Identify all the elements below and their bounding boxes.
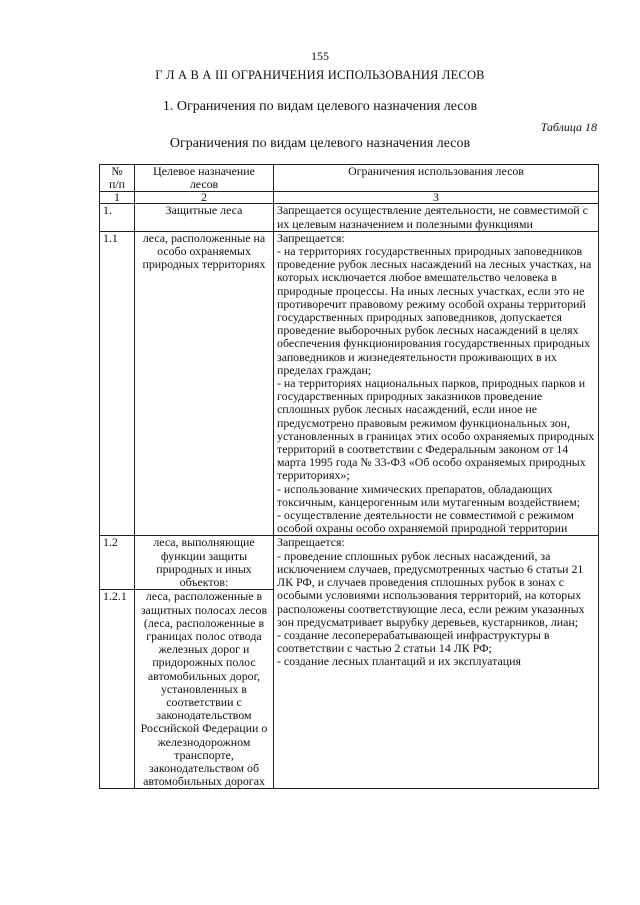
- row-restrictions: [274, 204, 599, 231]
- row-purpose: леса, выполняющие функции защиты природных и иных объектов:: [135, 536, 274, 590]
- column-number: 1: [100, 192, 135, 204]
- restriction-text: - проведение сплошных рубок лесных насаждений, за исключением случаев, предусмотренных частью 6 статьи 21 ЛК РФ, и случаев проведения сплошных рубок в зонах с особыми условиями использования территорий, на которых расположены соответствующие леса, если режим указанных зон предусматривает вырубку деревьев, кустарников, лиан;: [277, 548, 585, 629]
- restriction-text: - создание лесоперерабатывающей инфраструктуры в соответствии с частью 2 статьи 14 ЛК РФ;: [277, 627, 550, 656]
- table-row: [100, 231, 599, 536]
- table-row: [100, 204, 599, 231]
- table-row: [100, 536, 599, 590]
- column-number-row: [100, 192, 599, 204]
- restrictions-table: [99, 164, 599, 789]
- restriction-text: - создание лесных плантаций и их эксплуатация: [277, 654, 521, 669]
- column-number: 2: [135, 192, 274, 204]
- row-number: 1.2: [100, 536, 135, 590]
- chapter-title: Г Л А В А III ОГРАНИЧЕНИЯ ИСПОЛЬЗОВАНИЯ ЛЕСОВ: [155, 68, 485, 82]
- row-purpose: Защитные леса: [135, 204, 274, 231]
- header-cell-restrictions: Ограничения использования лесов: [274, 165, 599, 192]
- restriction-text: Запрещается:: [277, 535, 345, 550]
- page-number: 155: [311, 49, 329, 63]
- table-label: Таблица 18: [540, 120, 597, 134]
- restriction-text: - использование химических препаратов, обладающих токсичным, канцерогенным или мутагенным воздействием;: [277, 481, 581, 509]
- row-purpose: леса, расположенные в защитных полосах лесов (леса, расположенные в границах полос отвода железных дорог и придорожных полос автомобильных дорог, установленных в соответствии с законодательством Российской Федерации о железнодорожном транспорте, законодательством об автомобильных дорогах: [135, 590, 274, 789]
- row-number: 1.: [100, 204, 135, 231]
- header-cell-number: № п/п: [100, 165, 135, 192]
- restriction-text: - на территориях государственных природных заповедников проведение рубок лесных насаждений на лесных участках, на которых исключается любое вмешательство человека в природные процессы. На иных лесных участках, если это не противоречит правовому режиму особой охраны территорий государственных природных заповедников, допускается проведение выборочных рубок лесных насаждений в целях обеспечения функционирования государственных природных заповедников и жизнедеятельности проживающих в их пределах граждан;: [277, 244, 592, 377]
- restriction-text: - на территориях национальных парков, природных парков и государственных природных заказников проведение сплошных рубок лесных насаждений, если иное не предусмотрено правовым режимом функциональных зон, установленных в границах этих особо охраняемых природных территорий в соответствии с Федеральным законом от 14 марта 1995 года № 33-ФЗ «Об особо охраняемых природных территориях»;: [277, 376, 595, 483]
- restriction-text: Запрещается:: [277, 230, 345, 245]
- row-restrictions-shared: [274, 536, 599, 789]
- row-number: 1.1: [100, 231, 135, 536]
- row-number: 1.2.1: [100, 590, 135, 789]
- header-cell-purpose: Целевое назначение лесов: [135, 165, 274, 192]
- restriction-text: Запрещается осуществление деятельности, не совместимой с их целевым назначением и полезными функциями: [277, 203, 588, 231]
- table-title: Ограничения по видам целевого назначения лесов: [169, 136, 471, 151]
- column-number: 3: [274, 192, 599, 204]
- restriction-text: - осуществление деятельности не совместимой с режимом особой охраны особо охраняемой природной территории: [277, 508, 574, 536]
- row-restrictions: [274, 231, 599, 536]
- section-title: 1. Ограничения по видам целевого назначения лесов: [162, 99, 478, 114]
- table-header-row: [100, 165, 599, 192]
- row-purpose: леса, расположенные на особо охраняемых природных территориях: [135, 231, 274, 536]
